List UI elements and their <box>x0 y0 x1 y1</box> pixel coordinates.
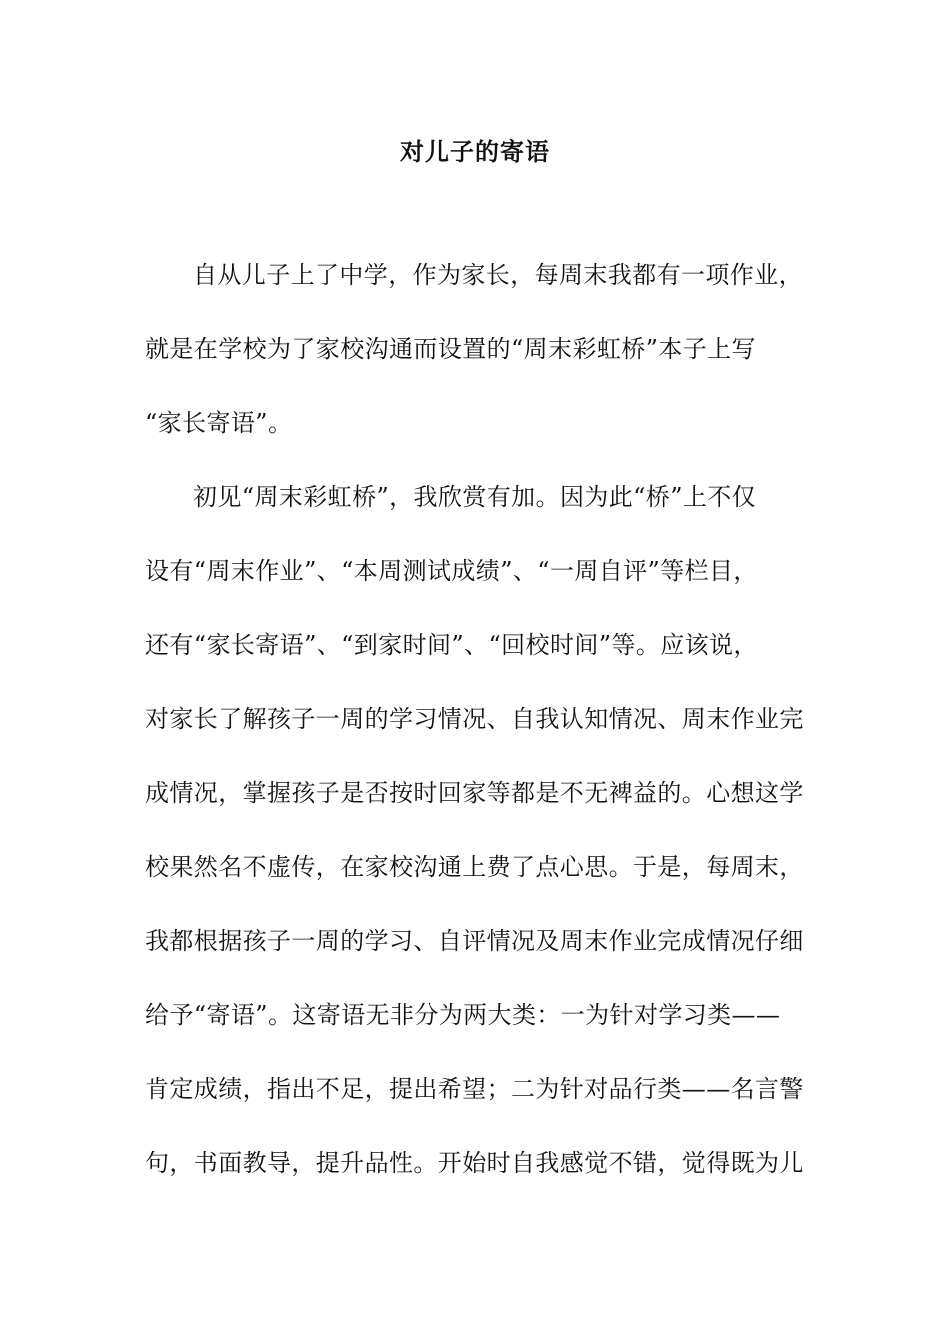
document-body <box>145 258 825 1220</box>
document-title: 对儿子的寄语 <box>400 137 550 166</box>
text-line: 肯定成绩，指出不足，提出希望；二为针对品行类——名言警 <box>145 1075 804 1103</box>
text-line: 成情况，掌握孩子是否按时回家等都是不无裨益的。心想这学 <box>145 779 804 807</box>
text-line: 对家长了解孩子一周的学习情况、自我认知情况、周末作业完 <box>145 705 804 733</box>
text-line: “家长寄语”。 <box>145 409 293 437</box>
text-line: 自从儿子上了中学，作为家长，每周末我都有一项作业， <box>193 261 803 289</box>
text-line: 校果然名不虚传，在家校沟通上费了点心思。于是，每周末， <box>145 853 804 881</box>
text-line: 就是在学校为了家校沟通而设置的“周末彩虹桥”本子上写 <box>145 335 756 363</box>
text-line: 给予“寄语”。这寄语无非分为两大类：一为针对学习类—— <box>145 1001 781 1029</box>
text-line: 初见“周末彩虹桥”，我欣赏有加。因为此“桥”上不仅 <box>193 483 757 511</box>
text-line: 设有“周末作业”、“本周测试成绩”、“一周自评”等栏目， <box>145 557 758 585</box>
text-line: 我都根据孩子一周的学习、自评情况及周末作业完成情况仔细 <box>145 927 804 955</box>
text-line: 还有“家长寄语”、“到家时间”、“回校时间”等。应该说， <box>145 631 758 659</box>
text-line: 句，书面教导，提升品性。开始时自我感觉不错，觉得既为儿 <box>145 1149 804 1177</box>
